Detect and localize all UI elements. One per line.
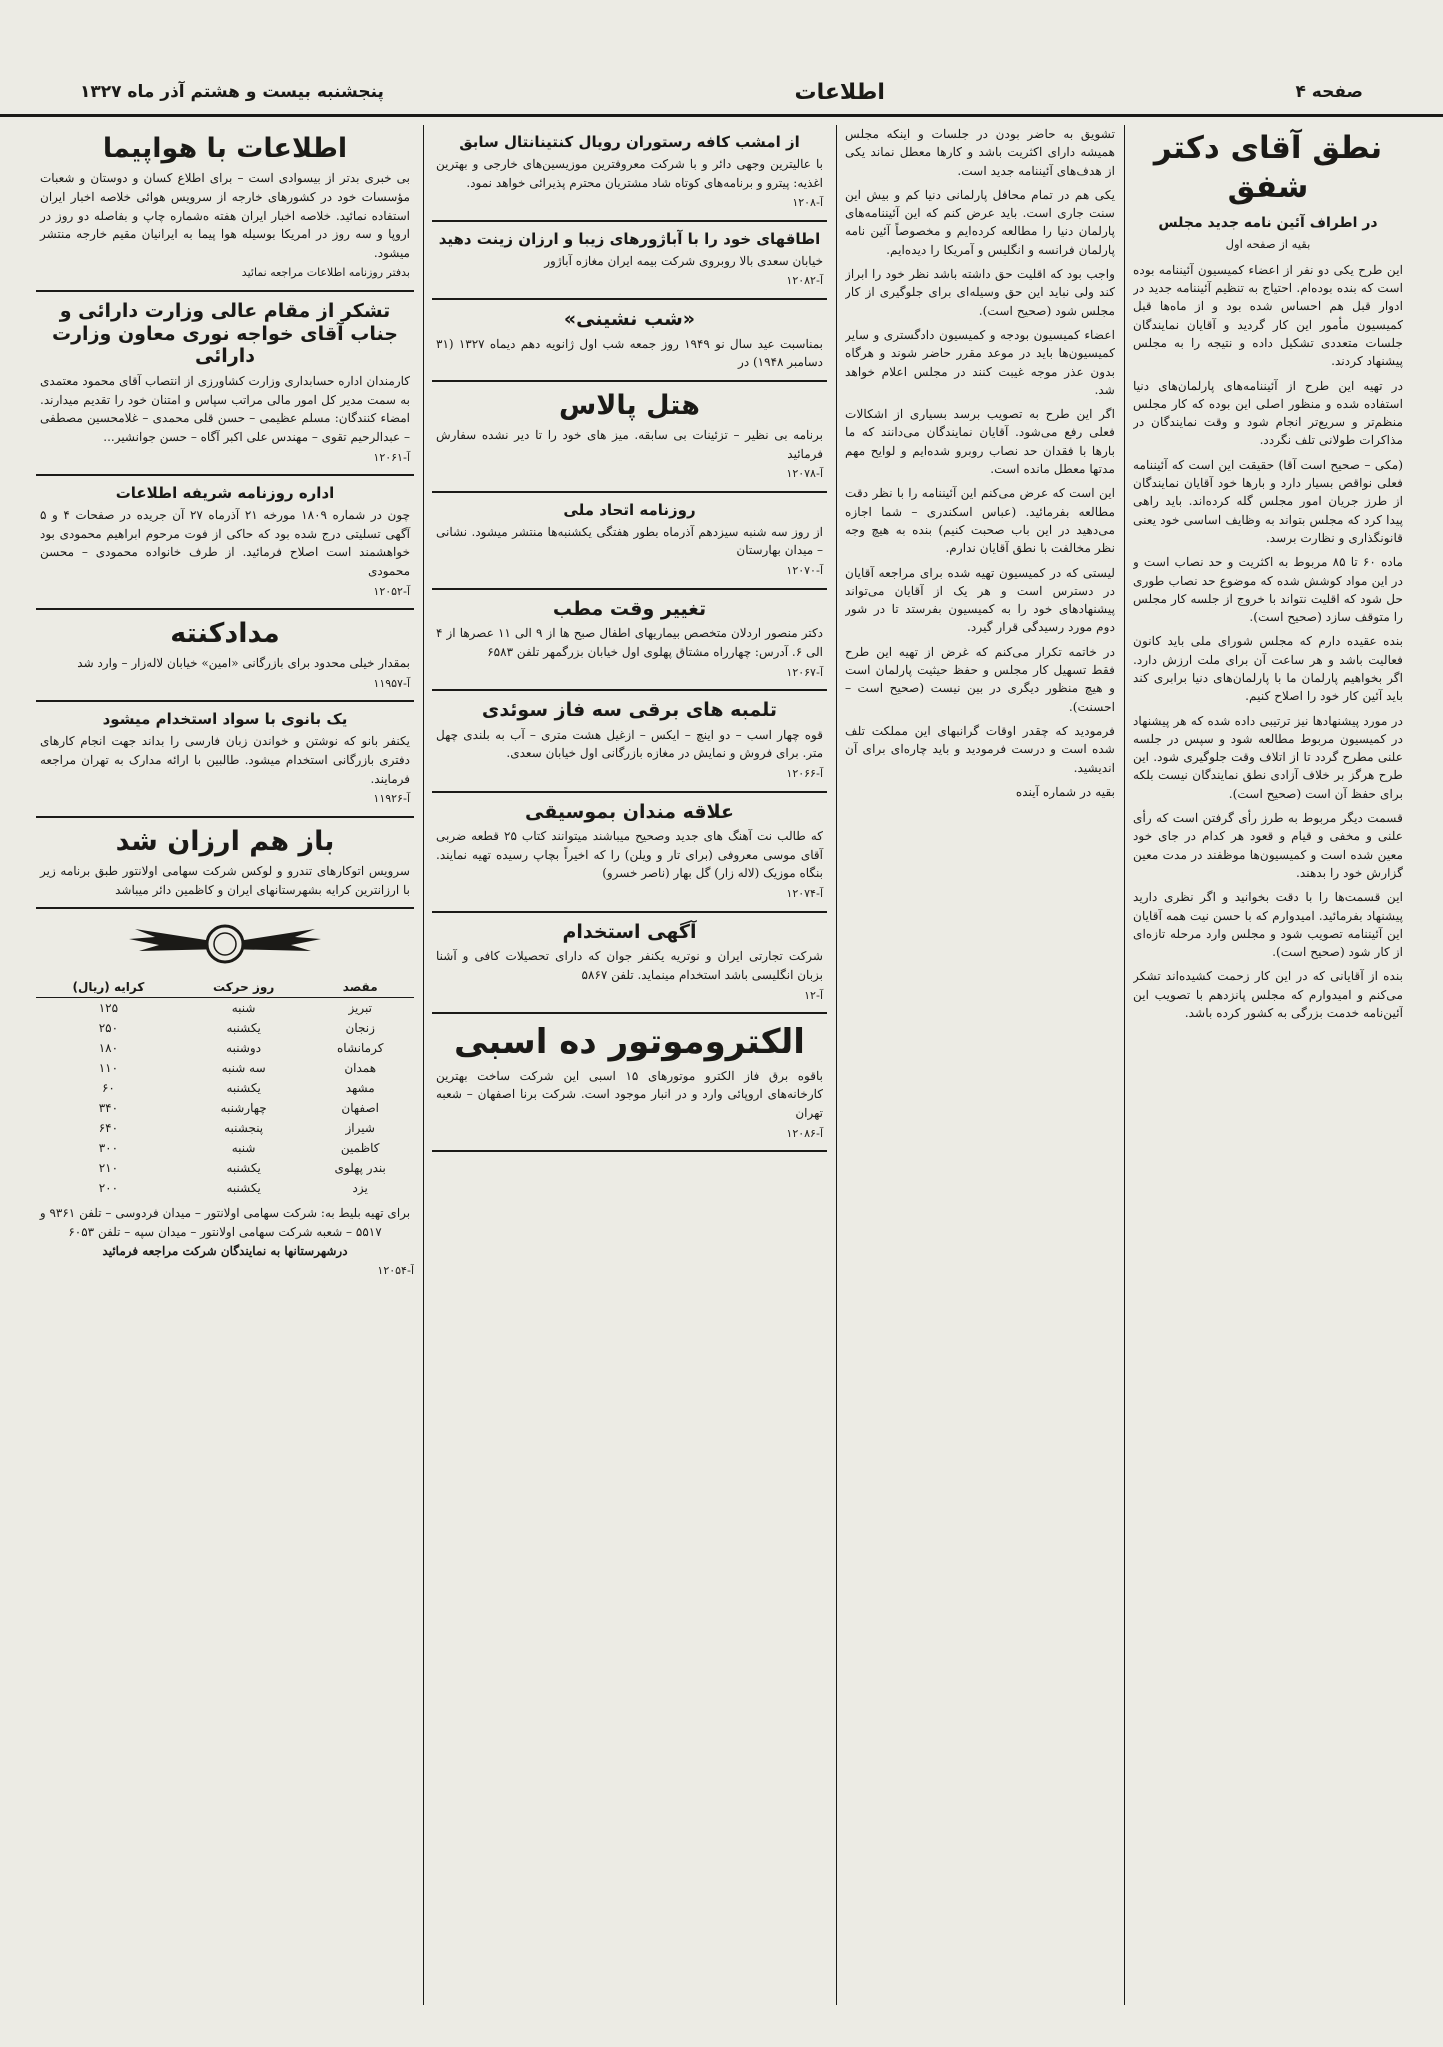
- schedule-cell: ۶۰: [101, 1081, 115, 1096]
- schedule-cell: سه شنبه: [221, 1061, 266, 1076]
- paper-name: اطلاعات: [794, 79, 885, 105]
- schedule-cell: زنجان: [345, 1021, 375, 1036]
- ad-code-text: آ-۱۲۰۶۶: [786, 767, 823, 780]
- schedule-cell: یکشنبه: [226, 1181, 261, 1196]
- ad-body: یکنفر بانو که نوشتن و خواندن زبان فارسی را بداند جهت انجام کارهای دفتری بازرگانی استخدام میشود. طالبین با ارائه مدارک به تهران مراجعه فرمایند.: [40, 734, 410, 786]
- schedule-row: [36, 1118, 414, 1138]
- schedule-cell: ۲۵۰: [98, 1021, 119, 1036]
- ad-body: چون در شماره ۱۸۰۹ مورخه ۲۱ آذرماه ۲۷ آن جریده در صفحات ۴ و ۵ آگهی تسلیتی درج شده بود که حاکی از فوت مرحوم ابراهیم محمودی بود خواهشمند است اصلاح فرمائید. از طرف خانواده محمودی – محسن محمودی: [40, 508, 410, 578]
- schedule-cell: شنبه: [231, 1001, 256, 1016]
- schedule-row: [36, 1018, 414, 1038]
- schedule-cell: تبریز: [348, 1001, 372, 1016]
- schedule-cell: یکشنبه: [226, 1161, 261, 1176]
- masthead: [0, 70, 1443, 117]
- ad-body: که طالب نت آهنگ های جدید وصحیح میباشند میتوانند کتاب ۲۵ قطعه ضربی آقای موسی معروفی (برای تار و ویلن) را که اخیراً بچاپ رسیده تهیه نمایند. بنگاه موزیک (لاله زار) گل بهار (ناصر خسرو): [436, 829, 823, 881]
- advertisement: [432, 300, 827, 382]
- page-number: صفحه ۴: [1295, 82, 1363, 102]
- schedule-cell: مشهد: [345, 1081, 375, 1096]
- left-ads-column: [36, 125, 414, 2005]
- advertisement: [432, 382, 827, 493]
- middle-paragraph: بقیه در شماره آینده: [1015, 784, 1115, 799]
- schedule-cell: کاظمین: [340, 1141, 380, 1156]
- editorial-paragraph: بنده از آقایانی که در این کار زحمت کشیده‌اند تشکر می‌کنم و امیدوارم که مجلس پانزدهم با تصویب این آئین‌نامه خدمت بزرگی به کشور کرده باشد.: [1133, 969, 1403, 1021]
- editorial-subhead: در اطراف آئین نامه جدید مجلس: [1158, 214, 1378, 231]
- schedule-cell: یزد: [352, 1181, 368, 1196]
- ad-title: مدادکنته: [170, 618, 280, 649]
- ad-body: سرویس اتوکارهای تندرو و لوکس شرکت سهامی اولانتور طبق برنامه زیر با ارزانترین کرایه بشهرستانهای ایران و کاظمین دائر میباشد: [40, 864, 410, 897]
- schedule-cell: ۲۱۰: [98, 1161, 119, 1176]
- schedule-cell: ۱۱۰: [98, 1061, 119, 1076]
- ad-title: آگهی استخدام: [562, 920, 697, 943]
- schedule-header: کرایه (ریال): [36, 977, 181, 998]
- advertisement: [432, 913, 827, 1014]
- ad-code-text: آ-۱۱۹۵۷: [373, 676, 410, 690]
- advertisement: [432, 691, 827, 792]
- schedule-row: [36, 1038, 414, 1058]
- schedule-cell: بندر پهلوی: [334, 1161, 386, 1176]
- column-divider: [836, 125, 837, 2005]
- ad-code: [40, 450, 410, 467]
- editorial-paragraph: ماده ۶۰ تا ۸۵ مربوط به اکثریت و حد نصاب است و در این مواد کوشش شده که موضوع حد نصاب طوری حل شود که اقلیت نتواند با خروج از جلسه کار مجلس را متوقف سازد (صحیح است).: [1133, 555, 1403, 625]
- bus-schedule-table: [36, 977, 414, 1198]
- middle-paragraph: اگر این طرح به تصویب برسد بسیاری از اشکالات فعلی رفع می‌شود. آقایان نمایندگان می‌دانند که ما بارها با فقدان حد نصاب روبرو شده‌ایم و لوایح مهم مدتها معطل مانده است.: [845, 407, 1115, 477]
- schedule-cell: یکشنبه: [226, 1081, 261, 1096]
- ad-title: روزنامه اتحاد ملی: [563, 500, 696, 519]
- advertisement: [432, 793, 827, 913]
- bus-company-wing-logo: [125, 915, 325, 971]
- ad-code: [436, 886, 823, 903]
- ad-title: الکتروموتور ده اسبی: [454, 1022, 805, 1063]
- schedule-row: [36, 1058, 414, 1078]
- advertisement: [432, 493, 827, 590]
- ad-code: [436, 988, 823, 1005]
- advertisement: [36, 125, 414, 292]
- schedule-row: [36, 1098, 414, 1118]
- editorial-paragraph: در مورد پیشنهادها نیز ترتیبی داده شده که هر پیشنهاد در کمیسیون مربوط مطالعه شود و سپس در جلسه علنی مطرح گردد تا از اتلاف وقت جلوگیری شود. این طرح هرگز بر خلاف آزادی نطق نمایندگان نیست بلکه برای حفظ آن است (صحیح است).: [1133, 713, 1403, 801]
- schedule-row: [36, 1138, 414, 1158]
- editorial-paragraph: قسمت دیگر مربوط به طرز رأی گرفتن است که رأی علنی و مخفی و قیام و قعود هر کدام در جای خود معین شده است و کمیسیون‌ها موظفند در مدت معین گزارش خود را بدهند.: [1133, 811, 1403, 880]
- left-ads: [36, 125, 414, 909]
- advertisement: [36, 476, 414, 610]
- ad-body: شرکت تجارتی ایران و نوتریه یکنفر جوان که دارای تحصیلات کافی و آشنا بزبان انگلیسی باشد استخدام مینماید. تلفن ۵۸۶۷: [436, 949, 823, 982]
- middle-body: [845, 125, 1115, 801]
- schedule-cell: دوشنبه: [226, 1041, 262, 1056]
- middle-paragraph: یکی هم در تمام محافل پارلمانی دنیا کم و بیش این سنت جاری است. باید عرض کنم که این آئیننامه‌های پارلمان دنیا را مطالعه کرده‌ایم و مخصوصاً آئین نامه پارلمان فرانسه و انگلیس و آمریکا را دیده‌ایم.: [845, 187, 1115, 257]
- schedule-cell: ۶۴۰: [98, 1121, 119, 1136]
- schedule-row: [36, 1178, 414, 1198]
- ad-code: [436, 273, 823, 290]
- ad-body: بمناسبت عید سال نو ۱۹۴۹ روز جمعه شب اول ژانویه دهم دیماه ۱۳۲۷ (۳۱ دسامبر ۱۹۴۸) در: [436, 336, 823, 370]
- schedule-header: روز حرکت: [181, 977, 307, 998]
- column-divider: [423, 125, 424, 2005]
- schedule-row: [36, 998, 414, 1019]
- ad-title: از امشب کافه رستوران رویال کنتینانتال سابق: [459, 133, 800, 151]
- ad-code-text: آ-۱۲۰۶۱: [373, 450, 410, 464]
- ad-code-text: آ-۱۲۰۷۸: [786, 467, 823, 481]
- ad-body: بی خبری بدتر از بیسوادی است – برای اطلاع کسان و دوستان و شعبات مؤسسات خود در کشورهای خارجه از سرویس هوائی خلاصه اخبار ایران استفاده نمائید. خلاصه اخبار ایران هفته ‌‌‌‌ه‌شماره چاپ و بفاصله دو روز در اروپا و سه روز در امریکا بوسیله هوا پیما به ایرانیان مقیم خارجه منتشر میشود.: [40, 171, 410, 260]
- ad-title: اطاقهای خود را با آباژورهای زیبا و ارزان زینت دهید: [438, 229, 821, 248]
- ad-body: برنامه بی نظیر – تزئینات بی سابقه. میز های خود را تا دیر نشده سفارش فرمائید: [436, 428, 823, 461]
- ad-code: [40, 791, 410, 808]
- schedule-cell: ۱۸۰: [98, 1041, 119, 1056]
- ad-code: [436, 665, 823, 682]
- schedule-cell: ۳۴۰: [98, 1101, 119, 1116]
- ad-title: «شب نشینی»: [563, 307, 696, 330]
- editorial-paragraph: این طرح یکی دو نفر از اعضاء کمیسیون آئیننامه بوده است که بنده بوده‌ام. احتیاج به تنظیم آئیننامه جدید در ادوار قبل هم احساس شده بود و از ماه‌ها قبل کمیسیون مأمور این کار گردید و آقایان نمایندگان جلسات متعددی تشکیل داده و نتیجه را به مجلس پیشنهاد کردند.: [1133, 262, 1403, 369]
- ad-code-text: بدفتر روزنامه اطلاعات مراجعه نمائید: [241, 266, 410, 280]
- ad-title: هتل پالاس: [559, 389, 700, 421]
- ad-code-text: آ-۱۲۰۷۰: [786, 564, 823, 578]
- ad-code-text: آ-۱۲۰۶۷: [786, 665, 823, 679]
- advertisement: [432, 125, 827, 222]
- bus-note: درشهرستانها به نمایندگان شرکت مراجعه فرمائید: [102, 1243, 348, 1258]
- ad-code-text: آ-۱۲۰۷۴: [786, 887, 823, 901]
- ad-title: علاقه مندان بموسیقی: [525, 800, 734, 823]
- ad-title: اداره روزنامه شریفه اطلاعات: [115, 484, 335, 503]
- schedule-cell: ۳۰۰: [98, 1141, 119, 1156]
- ad-code-text: آ-۱۲۰۸۶: [786, 1126, 823, 1140]
- schedule-cell: چهارشنبه: [220, 1101, 267, 1116]
- ad-code: [40, 676, 410, 693]
- editorial-body: [1133, 261, 1403, 1023]
- schedule-cell: همدان: [344, 1061, 377, 1076]
- advertisement: [432, 590, 827, 691]
- middle-paragraph: تشویق به حاضر بودن در جلسات و اینکه مجلس همیشه دارای اکثریت باشد و کارها معطل نماند یکی از هدف‌های آئیننامه جدید است.: [845, 127, 1115, 178]
- ad-title: تشکر از مقام عالی وزارت دارائی و جناب آقای خواجه نوری معاون وزارت دارائی: [52, 299, 398, 368]
- schedule-header: مقصد: [306, 977, 414, 998]
- advertisement: [36, 818, 414, 910]
- ad-code: [40, 584, 410, 601]
- ad-code: [436, 1126, 823, 1143]
- ad-code-text: آ-۱۲۰۸: [792, 196, 823, 210]
- schedule-cell: شنبه: [231, 1141, 256, 1156]
- editorial-paragraph: بنده عقیده دارم که مجلس شورای ملی باید کانون فعالیت باشد و هر ساعت آن برای ملت ارزش دارد. اگر بخواهیم پارلمان ما با پارلمان‌های دنیا برابری کند باید آئین کار خود را اصلاح کنیم.: [1133, 634, 1403, 704]
- advertisement: [36, 610, 414, 702]
- schedule-cell: یکشنبه: [226, 1021, 261, 1036]
- schedule-cell: ۲۰۰: [98, 1181, 119, 1196]
- ad-code-text: آ-۱۱۹۲۶: [373, 792, 410, 806]
- schedule-cell: پنجشنبه: [224, 1121, 264, 1136]
- middle-paragraph: لیستی که در کمیسیون تهیه شده برای مراجعه آقایان در دسترس است و هر یک از آقایان می‌تواند پیشنهادهای خود را به کمیسیون بفرستد تا در شور دوم مورد رسیدگی قرار گیرد.: [845, 565, 1115, 635]
- ad-body: باقوه برق فاز الکترو موتورهای ۱۵ اسبی این شرکت ساخت بهترین کارخانه‌های اروپائی وارد و در انبار موجود است. شرکت برنا اصفهان – شعبه تهران: [436, 1068, 823, 1121]
- schedule-cell: ۱۲۵: [98, 1001, 119, 1016]
- ad-body: با عالیترین وجهی دائر و با شرکت معروفترین موزیسین‌های خارجی و بهترین اغذیه: پیترو و برنامه‌های کوتاه شاد مشتریان محترم پذیرائی خواهد نمود.: [436, 157, 823, 190]
- advertisement: [36, 292, 414, 476]
- ad-code: [40, 265, 410, 282]
- middle-paragraph: در خاتمه تکرار می‌کنم که غرض از تهیه این طرح فقط تسهیل کار مجلس و حفظ حیثیت پارلمان است و هیچ منظور دیگری در بین نیست (صحیح است – احسنت).: [845, 644, 1115, 714]
- ad-body: کارمندان اداره حسابداری وزارت کشاورزی از انتصاب آقای محمود معتمدی به سمت مدیر کل امور مالی مراتب سپاس و امتنان خود را تقدیم میدارند. امضاء کنندگان: مسلم عظیمی – حسن قلی محمدی – غلامحسین مصطفی – عبدالرحیم تقوی – مهندس علی اکبر آگاه – حسن جوانشیر...: [40, 374, 410, 445]
- ad-title: تلمبه های برقی سه فاز سوئدی: [481, 699, 778, 722]
- advertisement: [36, 702, 414, 817]
- middle-paragraph: اعضاء کمیسیون بودجه و کمیسیون دادگستری و سایر کمیسیون‌ها باید در موعد مقرر حاضر شوند و هرگاه بدون عذر موجه غیبت کنند در مجلس اعلام خواهد شد.: [845, 327, 1115, 397]
- ad-title: تغییر وقت مطب: [552, 597, 707, 620]
- schedule-cell: اصفهان: [341, 1101, 379, 1116]
- editorial-paragraph: در تهیه این طرح از آئیننامه‌های پارلمان‌های دنیا استفاده شده و منظور اصلی این بوده که کار مجلس منظم‌تر و سریع‌تر انجام شود و وقت نمایندگان در مذاکرات طولانی تلف نگردد.: [1133, 378, 1403, 448]
- editorial-column: [1133, 125, 1403, 2005]
- ad-title: یک بانوی با سواد استخدام میشود: [102, 710, 348, 729]
- ad-body: از روز سه شنبه سیزدهم آذرماه بطور هفتگی یکشنبه‌ها منتشر میشود. نشانی – میدان بهارستان: [436, 524, 823, 558]
- editorial-continuation: بقیه از صفحه اول: [1225, 236, 1311, 251]
- schedule-row: [36, 1078, 414, 1098]
- ad-title: اطلاعات با هواپیما: [102, 133, 348, 164]
- editorial-paragraph: این قسمت‌ها را با دقت بخوانید و اگر نظری دارید پیشنهاد بفرمائید. امیدوارم که با حسن نیت همه آقایان این آئیننامه تصویب شود و مجلس وارد مرحله تازه‌ای از کار شود (صحیح است).: [1133, 890, 1403, 960]
- advertisement: [432, 222, 827, 300]
- bus-contact: برای تهیه بلیط به: شرکت سهامی اولانتور – میدان فردوسی – تلفن ۹۳۶۱ و ۵۵۱۷ – شعبه شرکت سهامی اولانتور – میدان سپه – تلفن ۶۰۵۳: [39, 1206, 411, 1239]
- editorial-headline: نطق آقای دکتر شفق: [1153, 130, 1383, 205]
- ad-code-text: آ-۱۲۰۵۲: [373, 584, 410, 598]
- middle-paragraph: این است که عرض می‌کنم این آئیننامه را با نظر دقت مطالعه بفرمائید. (عباس اسکندری – شما اجازه می‌دهید در این باب صحبت کنیم) بنده به هیچ وجه نظر مخالفت با نطق آقایان ندارم.: [845, 486, 1115, 556]
- editorial-paragraph: (مکی – صحیح است آقا) حقیقت این است که آئیننامه فعلی نواقص بسیار دارد و بارها خود آقایان نمایندگان از طرز جریان امور مجلس گله کرده‌اند. باید راهی پیدا کرد که مجلس بتواند به وظایف اساسی خود یعنی قانونگذاری و نظارت برسد.: [1133, 457, 1403, 545]
- schedule-cell: شیراز: [345, 1121, 375, 1136]
- date-line: پنجشنبه بیست و هشتم آذر ماه ۱۳۲۷: [80, 82, 384, 102]
- ad-body: قوه چهار اسب – دو اینچ – ایکس – ازغیل هشت متری – آب به بلندی چهل متر. برای فروش و نمایش در مغازه بازرگانی اول خیابان سعدی.: [436, 727, 823, 761]
- middle-paragraph: واجب بود که اقلیت حق داشته باشد نظر خود را ابراز کند ولی نباید این حق وسیله‌ای برای جلوگیری از کار مجلس شود (صحیح است).: [845, 267, 1115, 318]
- ad-code: [436, 195, 823, 212]
- column-divider: [1124, 125, 1125, 2005]
- ad-body: بمقدار خیلی محدود برای بازرگانی «امین» خیابان لاله‌زار – وارد شد: [77, 656, 410, 671]
- middle-column: [845, 125, 1115, 2005]
- ad-code: [436, 563, 823, 580]
- ad-body: خیابان سعدی بالا روبروی شرکت بیمه ایران مغازه آباژور: [544, 253, 823, 268]
- middle-paragraph: فرمودید که چقدر اوقات گرانبهای این مملکت تلف شده است و درست فرمودید و باید چاره‌ای برای آن اندیشید.: [845, 723, 1115, 775]
- ad-code: آ-۱۲۰۵۴: [377, 1264, 414, 1278]
- center-ads-column: [432, 125, 827, 2005]
- schedule-cell: کرمانشاه: [337, 1041, 384, 1056]
- ad-code-text: آ-۱۲: [804, 988, 823, 1002]
- ad-code: [436, 466, 823, 483]
- ad-title: باز هم ارزان شد: [115, 825, 335, 857]
- ad-body: دکتر منصور اردلان متخصص بیماریهای اطفال صبح ها از ۹ الی ۱۱ عصرها از ۴ الی ۶. آدرس: چهارراه مشتاق پهلوی اول خیابان بزرگمهر تلفن ۶۵۸۳: [436, 626, 823, 659]
- schedule-row: [36, 1158, 414, 1178]
- advertisement: [432, 1014, 827, 1152]
- ad-code-text: آ-۱۲۰۸۲: [786, 274, 823, 288]
- ad-code: [436, 766, 823, 783]
